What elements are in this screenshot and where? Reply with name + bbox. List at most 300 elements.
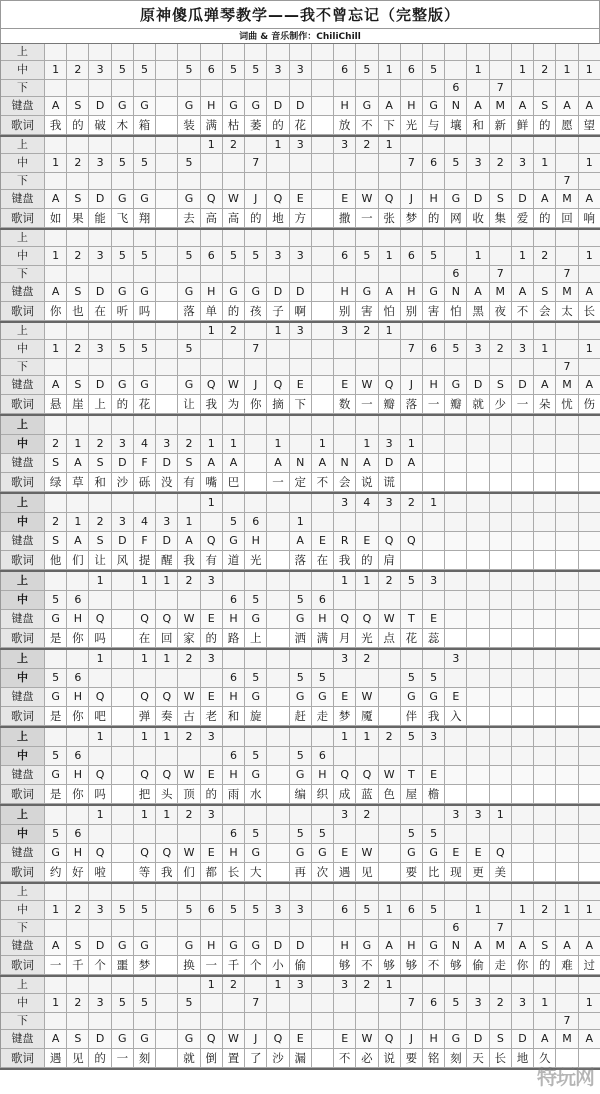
notes-row <box>0 884 600 901</box>
lyric-cell: 子 <box>267 302 289 321</box>
lyric-cell: 花 <box>401 629 423 648</box>
lyric-cell: 光 <box>245 551 267 570</box>
lyric-cell: 成 <box>334 785 356 804</box>
note-cell <box>445 359 467 376</box>
key-cell: Q <box>201 532 223 551</box>
key-cell: G <box>445 376 467 395</box>
key-cell <box>112 610 134 629</box>
lyric-cell <box>556 863 578 882</box>
note-cell: 2 <box>534 247 556 266</box>
note-cell: 5 <box>290 591 312 610</box>
key-cell: A <box>45 283 67 302</box>
note-cell: 5 <box>245 901 267 920</box>
note-cell <box>290 728 312 747</box>
note-cell <box>312 513 334 532</box>
notes-row <box>0 650 600 669</box>
note-cell <box>579 173 600 190</box>
lyric-cell: 有 <box>201 551 223 570</box>
lyric-cell <box>156 116 178 135</box>
note-cell <box>490 359 512 376</box>
note-cell <box>512 416 534 435</box>
note-cell: 1 <box>490 806 512 825</box>
note-cell <box>579 44 600 61</box>
note-cell <box>67 920 89 937</box>
note-cell <box>534 977 556 994</box>
note-cell <box>423 266 445 283</box>
note-cell <box>156 747 178 766</box>
note-cell <box>379 994 401 1013</box>
note-cell <box>89 44 111 61</box>
note-cell <box>267 494 289 513</box>
lyric-cell <box>556 629 578 648</box>
key-cell: D <box>267 97 289 116</box>
key-cell: Q <box>201 190 223 209</box>
score-block <box>0 884 600 977</box>
lyric-cell <box>467 785 489 804</box>
lyric-cell: 能 <box>89 209 111 228</box>
note-cell <box>290 884 312 901</box>
note-cell <box>356 591 378 610</box>
note-cell <box>312 650 334 669</box>
note-cell: 1 <box>156 806 178 825</box>
note-cell <box>201 591 223 610</box>
key-cell: A <box>467 97 489 116</box>
lyric-cell: 大 <box>245 863 267 882</box>
key-cell: G <box>356 283 378 302</box>
note-cell <box>534 494 556 513</box>
note-cell <box>156 416 178 435</box>
note-cell: 3 <box>156 435 178 454</box>
lyric-cell: 够 <box>334 956 356 975</box>
note-cell <box>423 591 445 610</box>
note-cell <box>67 359 89 376</box>
lyric-cell <box>112 629 134 648</box>
note-cell <box>223 416 245 435</box>
lyric-cell <box>312 302 334 321</box>
note-cell <box>334 825 356 844</box>
note-cell <box>379 44 401 61</box>
lyric-cell: 啊 <box>290 302 312 321</box>
note-cell <box>445 572 467 591</box>
key-cell: G <box>178 376 200 395</box>
key-cell: W <box>356 376 378 395</box>
lyric-cell: 不 <box>512 302 534 321</box>
note-cell: 2 <box>223 323 245 340</box>
key-cell: G <box>223 532 245 551</box>
note-cell <box>467 494 489 513</box>
note-cell <box>312 416 334 435</box>
lyric-cell: 置 <box>223 1049 245 1068</box>
key-cell: S <box>490 190 512 209</box>
note-cell <box>490 572 512 591</box>
key-cell: G <box>134 97 156 116</box>
key-cell: A <box>67 454 89 473</box>
key-cell: G <box>423 283 445 302</box>
key-cell: G <box>223 937 245 956</box>
note-cell <box>312 977 334 994</box>
lyric-cell: 魇 <box>356 707 378 726</box>
note-cell: 2 <box>223 137 245 154</box>
row-label: 键盘 <box>1 190 45 209</box>
note-cell: 1 <box>379 977 401 994</box>
lyric-cell <box>556 707 578 726</box>
lyric-cell <box>534 863 556 882</box>
key-cell: W <box>223 376 245 395</box>
note-cell <box>445 494 467 513</box>
note-cell <box>178 173 200 190</box>
lyric-cell: 偷 <box>467 956 489 975</box>
lyric-cell: 果 <box>67 209 89 228</box>
note-cell <box>245 230 267 247</box>
key-cell <box>467 532 489 551</box>
note-cell <box>156 80 178 97</box>
key-cell: J <box>245 190 267 209</box>
note-cell <box>178 977 200 994</box>
key-cell: S <box>534 283 556 302</box>
note-cell: 3 <box>201 650 223 669</box>
note-cell: 6 <box>423 340 445 359</box>
key-cell <box>112 766 134 785</box>
lyric-cell: 的 <box>112 395 134 414</box>
note-cell: 2 <box>534 61 556 80</box>
note-cell: 5 <box>134 247 156 266</box>
note-cell <box>245 494 267 513</box>
note-cell <box>245 173 267 190</box>
note-cell <box>290 416 312 435</box>
key-cell: G <box>178 283 200 302</box>
note-cell <box>512 650 534 669</box>
lyric-cell: 说 <box>356 473 378 492</box>
key-cell: D <box>89 97 111 116</box>
lyric-cell: 收 <box>467 209 489 228</box>
score-block <box>0 323 600 416</box>
note-cell: 1 <box>201 494 223 513</box>
lyric-cell: 要 <box>401 863 423 882</box>
key-cell: S <box>178 454 200 473</box>
note-cell <box>467 230 489 247</box>
score-block <box>0 806 600 884</box>
lyric-cell: 雨 <box>223 785 245 804</box>
note-cell: 5 <box>178 154 200 173</box>
lyric-cell: 落 <box>178 302 200 321</box>
lyric-cell: 说 <box>379 1049 401 1068</box>
key-cell: H <box>245 532 267 551</box>
note-cell <box>556 650 578 669</box>
note-cell: 1 <box>45 154 67 173</box>
key-cell <box>579 610 600 629</box>
note-cell <box>67 572 89 591</box>
lyric-cell: 响 <box>579 209 600 228</box>
note-cell <box>356 825 378 844</box>
note-cell <box>490 884 512 901</box>
note-cell <box>534 669 556 688</box>
lyric-cell: 去 <box>178 209 200 228</box>
note-cell <box>556 416 578 435</box>
note-cell <box>534 806 556 825</box>
note-cell <box>89 323 111 340</box>
note-cell <box>401 359 423 376</box>
note-cell <box>401 137 423 154</box>
note-cell: 3 <box>467 806 489 825</box>
key-cell <box>556 610 578 629</box>
note-cell <box>467 977 489 994</box>
note-cell <box>89 825 111 844</box>
key-cell: E <box>334 1030 356 1049</box>
note-cell <box>245 806 267 825</box>
score-block <box>0 650 600 728</box>
note-cell <box>512 44 534 61</box>
key-cell: E <box>334 190 356 209</box>
note-cell <box>267 572 289 591</box>
keyboard-row <box>0 532 600 551</box>
note-cell <box>223 266 245 283</box>
row-label: 中 <box>1 435 45 454</box>
note-cell <box>201 920 223 937</box>
note-cell <box>45 137 67 154</box>
lyric-cell <box>579 629 600 648</box>
key-cell: A <box>356 454 378 473</box>
note-cell <box>379 806 401 825</box>
lyric-cell <box>423 473 445 492</box>
lyric-cell <box>156 302 178 321</box>
note-cell <box>423 435 445 454</box>
lyric-cell <box>534 551 556 570</box>
key-cell <box>534 688 556 707</box>
lyric-cell: 把 <box>134 785 156 804</box>
note-cell <box>556 247 578 266</box>
lyric-cell <box>512 785 534 804</box>
note-cell <box>423 323 445 340</box>
note-cell <box>356 669 378 688</box>
note-cell <box>201 884 223 901</box>
note-cell: 5 <box>245 825 267 844</box>
lyric-cell: 黑 <box>467 302 489 321</box>
note-cell: 7 <box>556 1013 578 1030</box>
lyric-cell <box>467 473 489 492</box>
notes-row <box>0 340 600 359</box>
note-cell <box>245 416 267 435</box>
note-cell <box>401 747 423 766</box>
key-cell <box>512 766 534 785</box>
note-cell: 1 <box>579 994 600 1013</box>
note-cell <box>245 920 267 937</box>
lyric-cell: 长 <box>490 1049 512 1068</box>
lyric-cell: 枯 <box>223 116 245 135</box>
note-cell: 1 <box>534 340 556 359</box>
key-cell <box>534 844 556 863</box>
note-cell <box>45 572 67 591</box>
note-cell: 3 <box>156 513 178 532</box>
row-label: 上 <box>1 728 45 747</box>
note-cell: 6 <box>223 825 245 844</box>
note-cell <box>290 173 312 190</box>
note-cell <box>223 650 245 669</box>
note-cell <box>445 884 467 901</box>
lyric-cell: 害 <box>356 302 378 321</box>
note-cell: 1 <box>156 728 178 747</box>
key-cell <box>534 532 556 551</box>
lyric-cell: 会 <box>334 473 356 492</box>
key-cell <box>512 532 534 551</box>
note-cell: 1 <box>201 323 223 340</box>
note-cell <box>379 591 401 610</box>
note-cell <box>290 266 312 283</box>
note-cell: 7 <box>245 340 267 359</box>
note-cell: 3 <box>290 247 312 266</box>
lyric-cell: 我 <box>45 116 67 135</box>
lyric-cell: 道 <box>223 551 245 570</box>
note-cell <box>290 359 312 376</box>
key-cell: G <box>245 97 267 116</box>
note-cell <box>290 230 312 247</box>
note-cell: 3 <box>512 994 534 1013</box>
key-cell: M <box>490 97 512 116</box>
note-cell <box>334 591 356 610</box>
row-label: 上 <box>1 977 45 994</box>
keyboard-row <box>0 937 600 956</box>
key-cell <box>112 688 134 707</box>
note-cell <box>401 591 423 610</box>
note-cell: 5 <box>112 901 134 920</box>
key-cell: E <box>445 688 467 707</box>
note-cell <box>334 1013 356 1030</box>
row-label: 歌词 <box>1 863 45 882</box>
note-cell <box>223 44 245 61</box>
key-cell <box>556 688 578 707</box>
note-cell <box>178 230 200 247</box>
key-cell: H <box>334 937 356 956</box>
note-cell <box>334 340 356 359</box>
note-cell <box>267 44 289 61</box>
key-cell: A <box>556 937 578 956</box>
note-cell <box>201 1013 223 1030</box>
keyboard-row <box>0 766 600 785</box>
key-cell: F <box>134 454 156 473</box>
note-cell <box>534 591 556 610</box>
key-cell: Q <box>490 844 512 863</box>
notes-row <box>0 154 600 173</box>
row-label: 下 <box>1 1013 45 1030</box>
note-cell <box>379 513 401 532</box>
note-cell: 1 <box>379 901 401 920</box>
key-cell: A <box>45 1030 67 1049</box>
note-cell <box>223 920 245 937</box>
key-cell <box>267 532 289 551</box>
row-label: 歌词 <box>1 785 45 804</box>
key-cell: E <box>334 844 356 863</box>
note-cell <box>156 920 178 937</box>
note-cell <box>490 669 512 688</box>
note-cell <box>556 825 578 844</box>
key-cell: G <box>134 283 156 302</box>
key-cell: G <box>290 610 312 629</box>
note-cell: 1 <box>356 572 378 591</box>
lyric-cell: 偷 <box>290 956 312 975</box>
note-cell: 5 <box>290 669 312 688</box>
note-cell: 1 <box>512 901 534 920</box>
key-cell: Q <box>156 610 178 629</box>
key-cell: A <box>312 454 334 473</box>
note-cell: 5 <box>356 247 378 266</box>
note-cell <box>445 1013 467 1030</box>
key-cell: G <box>356 97 378 116</box>
note-cell <box>401 44 423 61</box>
lyric-cell: 就 <box>467 395 489 414</box>
key-cell: G <box>245 283 267 302</box>
lyric-cell <box>490 785 512 804</box>
note-cell <box>156 173 178 190</box>
lyric-cell: 在 <box>312 551 334 570</box>
note-cell <box>379 825 401 844</box>
note-cell <box>579 806 600 825</box>
note-cell <box>356 920 378 937</box>
lyric-cell: 你 <box>67 629 89 648</box>
note-cell <box>401 173 423 190</box>
note-cell <box>89 494 111 513</box>
note-cell <box>334 173 356 190</box>
lyric-cell: 美 <box>490 863 512 882</box>
lyric-cell: 必 <box>356 1049 378 1068</box>
note-cell: 1 <box>356 728 378 747</box>
lyric-cell: 噩 <box>112 956 134 975</box>
note-cell <box>245 884 267 901</box>
note-cell: 2 <box>178 572 200 591</box>
note-cell: 1 <box>512 247 534 266</box>
note-cell <box>401 1013 423 1030</box>
lyric-cell: 路 <box>223 629 245 648</box>
key-cell: E <box>356 532 378 551</box>
key-cell: H <box>201 283 223 302</box>
note-cell: 3 <box>112 513 134 532</box>
lyric-cell: 撒 <box>334 209 356 228</box>
note-cell <box>445 747 467 766</box>
credit-line: 词曲 & 音乐制作：ChiliChill <box>0 28 600 44</box>
row-label: 中 <box>1 901 45 920</box>
note-cell <box>334 435 356 454</box>
note-cell <box>267 230 289 247</box>
note-cell: 1 <box>45 61 67 80</box>
note-cell: 6 <box>334 247 356 266</box>
note-cell <box>112 728 134 747</box>
lyric-cell: 更 <box>467 863 489 882</box>
key-cell: Q <box>379 376 401 395</box>
notes-row <box>0 435 600 454</box>
key-cell: Q <box>356 610 378 629</box>
note-cell <box>556 884 578 901</box>
score-blocks <box>0 44 600 1070</box>
lyric-cell <box>312 395 334 414</box>
note-cell <box>312 80 334 97</box>
lyric-cell: 家 <box>178 629 200 648</box>
watermark-logo: 特玩网 <box>537 1065 594 1089</box>
note-cell <box>423 230 445 247</box>
note-cell <box>423 359 445 376</box>
row-label: 中 <box>1 825 45 844</box>
lyric-cell <box>112 785 134 804</box>
note-cell <box>156 230 178 247</box>
lyric-cell: 高 <box>223 209 245 228</box>
score-block <box>0 494 600 572</box>
key-cell: A <box>45 937 67 956</box>
note-cell: 6 <box>201 61 223 80</box>
note-cell: 5 <box>45 669 67 688</box>
key-cell <box>467 454 489 473</box>
note-cell <box>245 1013 267 1030</box>
key-cell: H <box>201 97 223 116</box>
lyric-cell <box>245 473 267 492</box>
lyric-cell: 你 <box>67 785 89 804</box>
note-cell: 1 <box>45 247 67 266</box>
